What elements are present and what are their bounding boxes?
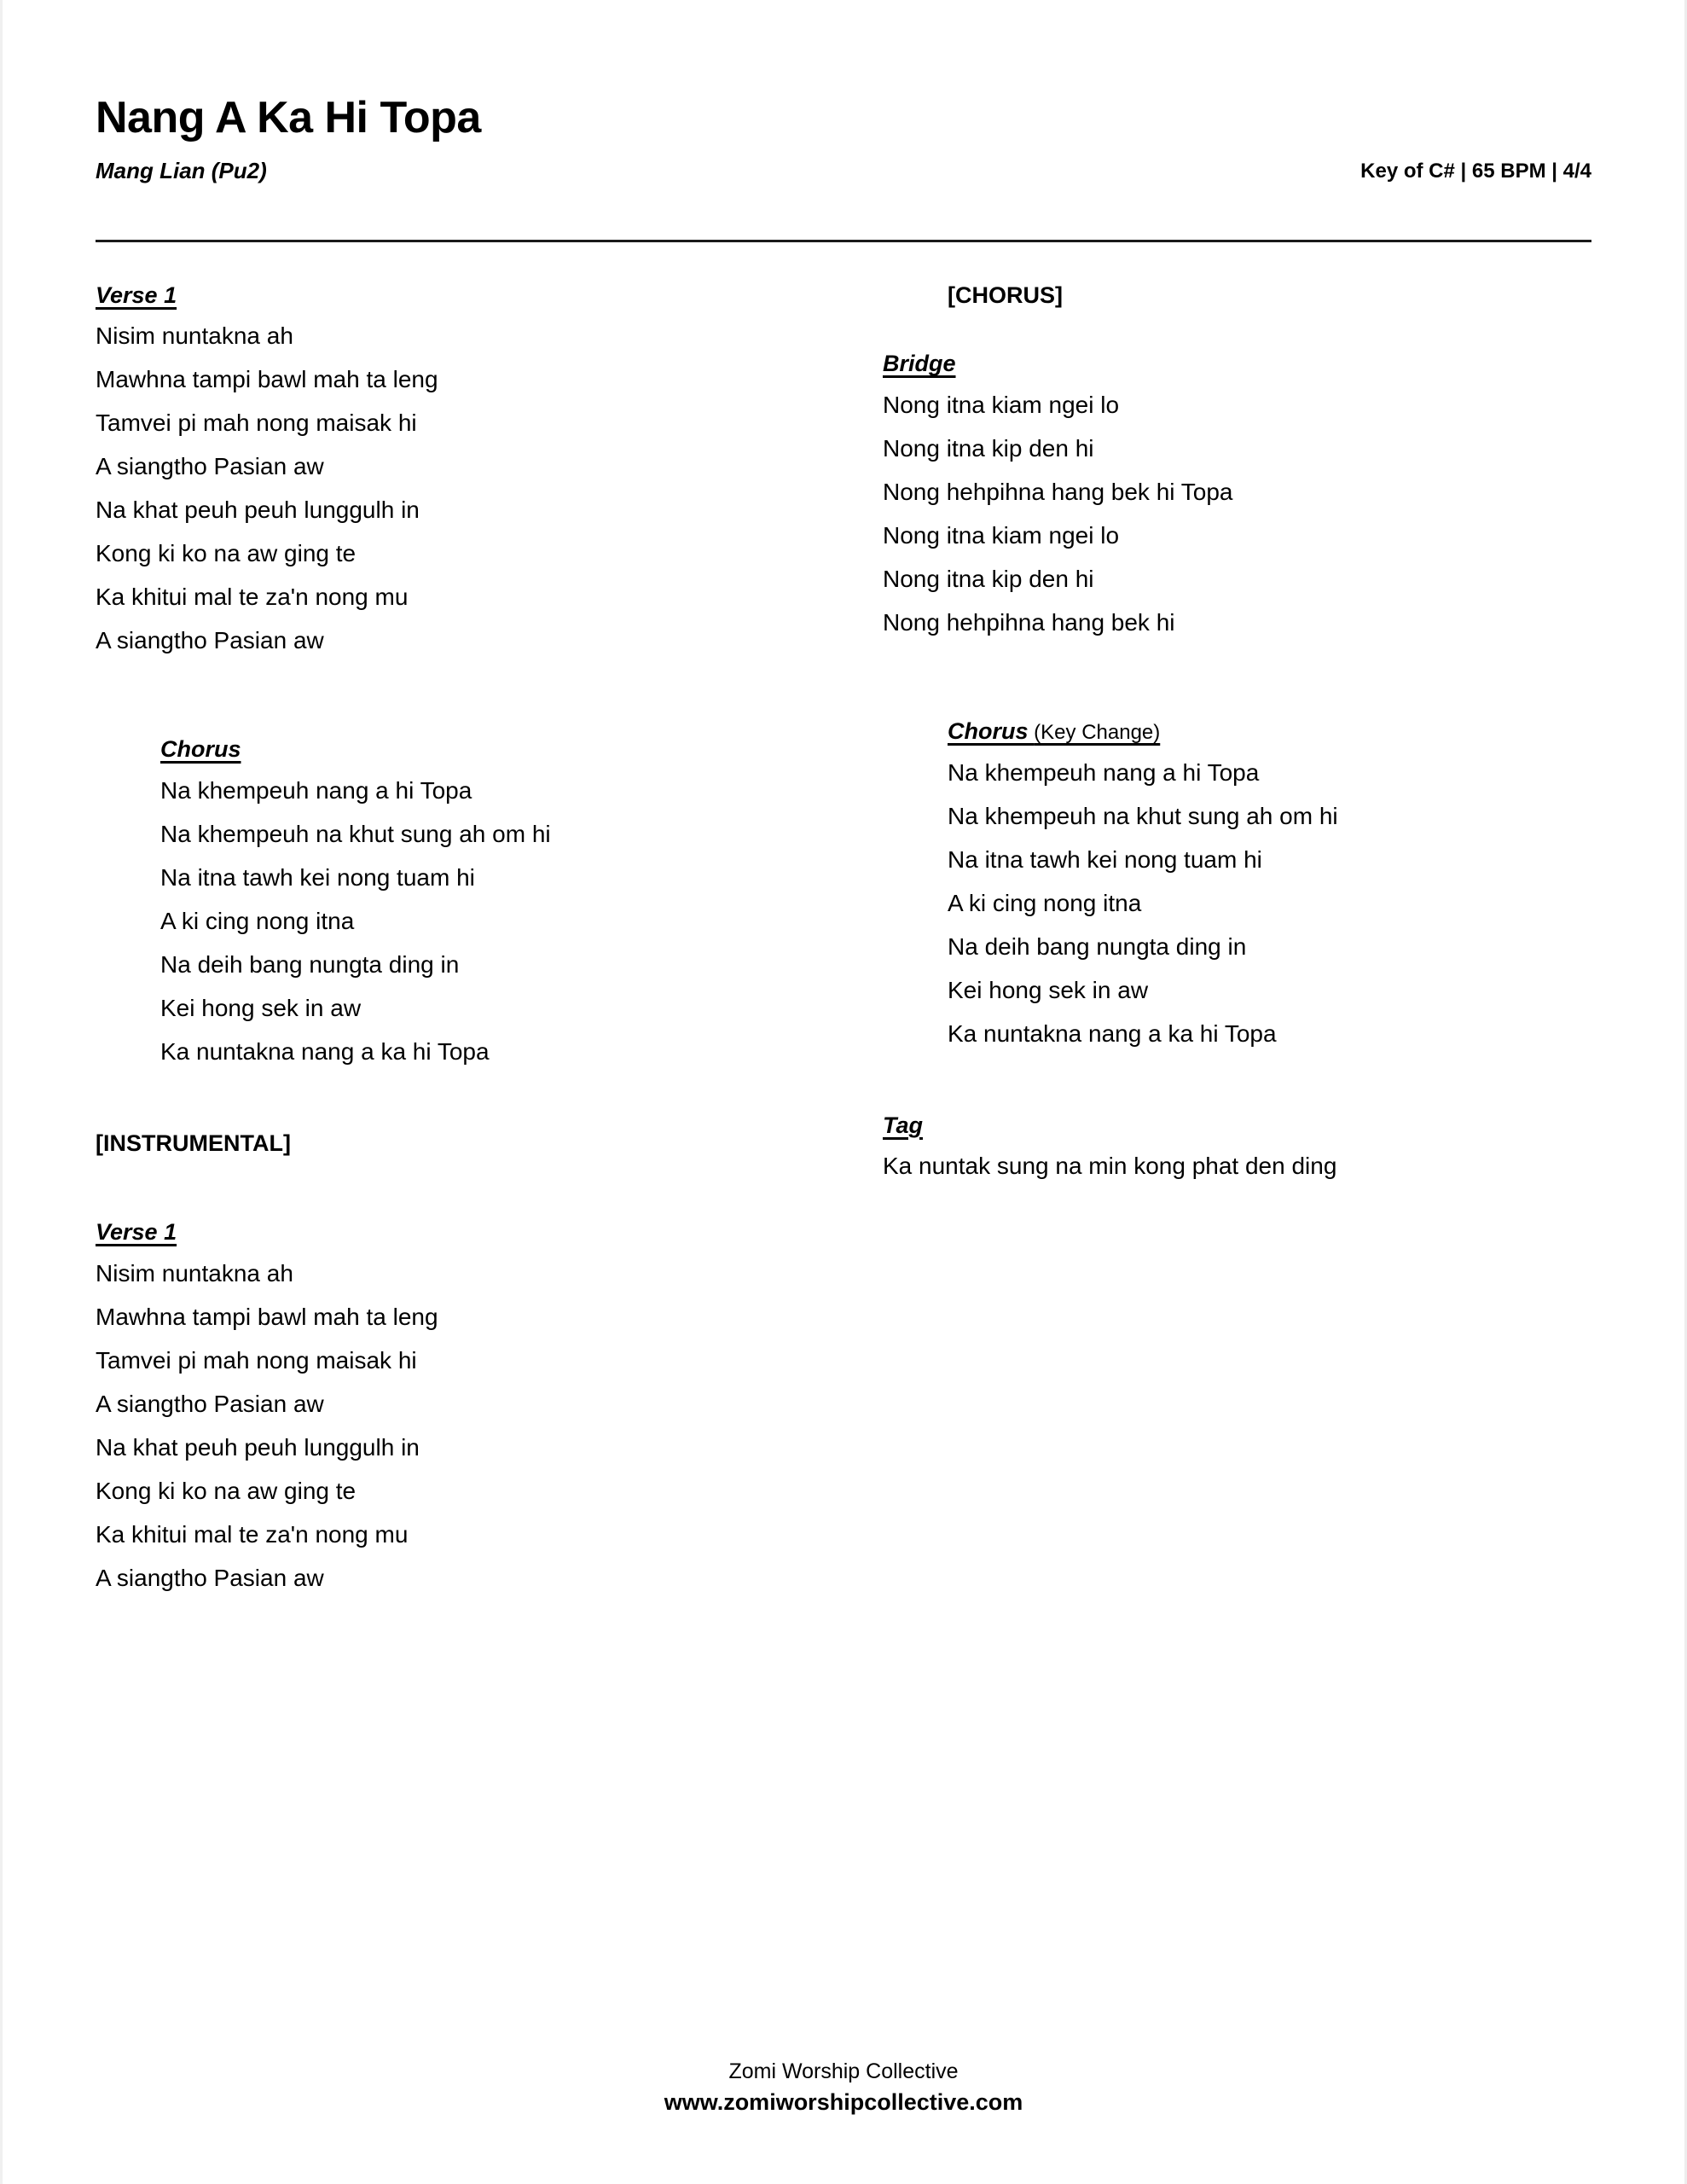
lyric-line: Na khempeuh nang a hi Topa [160,776,472,804]
lyric-line: Kong ki ko na aw ging te [96,540,357,567]
lyric-line: A siangtho Pasian aw [96,1564,324,1591]
lyric-line: A siangtho Pasian aw [96,1390,324,1417]
lyric-line: Nong itna kiam ngei lo [883,521,1120,549]
lyric-line: Nisim nuntakna ah [96,322,293,350]
section-bridge [883,350,1616,634]
document-header [96,94,1591,189]
lyric-line: Kei hong sek in aw [160,994,362,1021]
lyric-line: Nisim nuntakna ah [96,1259,293,1287]
lyric-line: Nong hehpihna hang bek hi [883,608,1175,636]
section-heading-verse-1-repeat: Verse 1 [96,1219,177,1246]
section-heading-bridge: Bridge [883,351,956,377]
section-spacer [96,1172,829,1218]
key-tempo-meter-info: Key of C# | 65 BPM | 4/4 [1360,160,1591,183]
lyric-line: Na khempeuh nang a hi Topa [948,758,1260,786]
lyric-line: Na khat peuh peuh lunggulh in [96,497,420,524]
right-column [883,282,1616,1198]
section-heading-key-change-note [1029,721,1161,744]
lyric-line: A siangtho Pasian aw [96,627,324,654]
footer-website[interactable]: www.zomiworshipcollective.com [664,2088,1023,2115]
lyric-line: Kei hong sek in aw [948,976,1149,1003]
section-heading-chorus-key-change [948,717,1616,746]
footer-organization: Zomi Worship Collective [728,2059,959,2083]
section-spacer [883,654,1616,717]
section-heading-chorus-cue: [CHORUS] [948,282,1063,308]
section-instrumental [96,1130,829,1157]
section-heading-instrumental: [INSTRUMENTAL] [96,1130,291,1156]
section-heading-tag: Tag [883,1112,923,1138]
lyric-line: Ka nuntak sung na min kong phat den ding [883,1152,1337,1179]
section-spacer [96,1083,829,1130]
lyric-line: Mawhna tampi bawl mah ta leng [96,366,438,393]
header-divider [96,240,1591,242]
section-chorus [96,735,829,1063]
lyric-line: A siangtho Pasian aw [96,453,324,480]
page-title: Nang A Ka Hi Topa [96,93,481,142]
lyric-line: Na khempeuh na khut sung ah om hi [160,820,551,847]
lyric-line: A ki cing nong itna [160,907,355,934]
document-footer [0,2058,1687,2117]
key-change-text: (Key Change) [1034,720,1161,744]
lyric-line: Na deih bang nungta ding in [160,950,460,978]
lyric-line: Na khempeuh na khut sung ah om hi [948,802,1338,829]
lyric-line: Na deih bang nungta ding in [948,932,1247,960]
lyric-line: Tamvei pi mah nong maisak hi [96,1346,417,1374]
lyric-line: Kong ki ko na aw ging te [96,1477,357,1504]
left-column [96,282,829,1610]
section-heading-verse-1: Verse 1 [96,282,177,308]
section-tag [883,1112,1616,1178]
artist-name: Mang Lian (Pu2) [96,158,267,184]
lyric-line: Tamvei pi mah nong maisak hi [96,410,417,437]
section-heading-chorus-label: Chorus [948,717,1029,744]
lyric-line: Mawhna tampi bawl mah ta leng [96,1303,438,1330]
section-spacer [883,324,1616,350]
section-spacer [883,1066,1616,1112]
section-verse-1 [96,282,829,653]
song-meta-row [96,158,1591,189]
lyric-line: Nong hehpihna hang bek hi Topa [883,478,1233,505]
section-chorus-cue [883,282,1616,309]
lyric-line: Ka nuntakna nang a ka hi Topa [948,1019,1277,1047]
section-chorus-key-change [883,717,1616,1046]
lyric-line: Ka khitui mal te za'n nong mu [96,1520,409,1548]
lyric-line: Ka khitui mal te za'n nong mu [96,584,409,611]
section-spacer [96,672,829,735]
lyric-line: Na khat peuh peuh lunggulh in [96,1433,420,1461]
lyric-line: Na itna tawh kei nong tuam hi [160,863,475,891]
section-verse-1-repeat [96,1218,829,1589]
lyric-line: Nong itna kiam ngei lo [883,391,1120,418]
lyrics-columns [0,282,1687,2005]
lyric-line: Na itna tawh kei nong tuam hi [948,845,1262,873]
lyric-line: Nong itna kip den hi [883,565,1094,592]
section-heading-chorus: Chorus [160,736,241,763]
lyric-line: A ki cing nong itna [948,889,1142,916]
lyric-line: Nong itna kip den hi [883,434,1094,462]
lyric-line: Ka nuntakna nang a ka hi Topa [160,1037,490,1065]
